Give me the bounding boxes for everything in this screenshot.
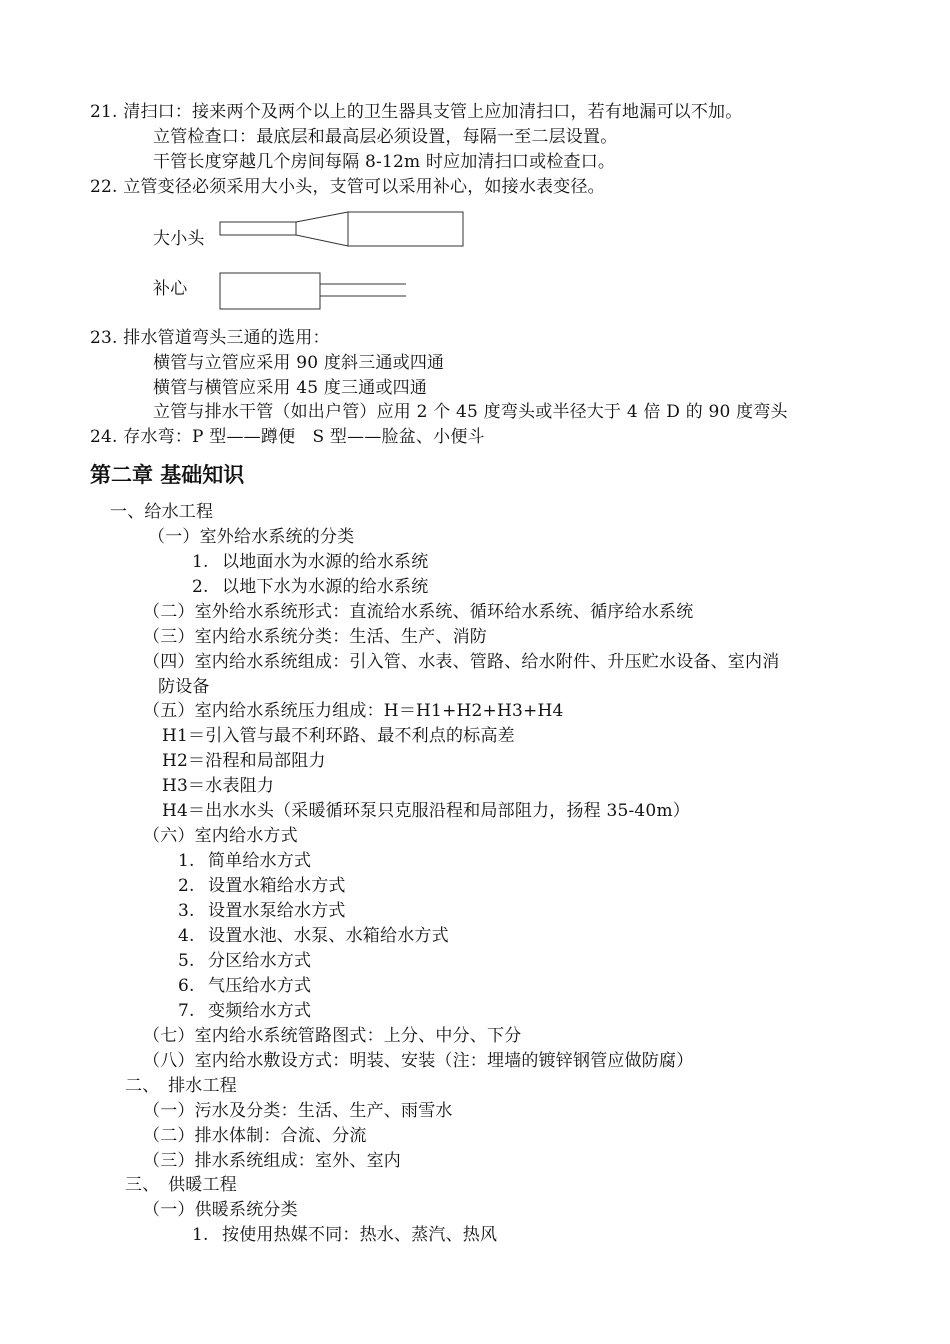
sub-pressure-composition: （五）室内给水系统压力组成：H＝H1+H2+H3+H4 xyxy=(143,701,564,721)
sub-indoor-methods: （六）室内给水方式 xyxy=(143,826,298,846)
list-item: 6. 气压给水方式 xyxy=(178,976,312,996)
list-item: 2. 设置水箱给水方式 xyxy=(178,876,346,896)
list-item: 4. 设置水池、水泵、水箱给水方式 xyxy=(178,926,449,946)
bushing-diagram xyxy=(215,270,410,312)
sub-sewage-classification: （一）污水及分类：生活、生产、雨雪水 xyxy=(143,1101,453,1121)
sub-heating-classification: （一）供暖系统分类 xyxy=(143,1200,298,1220)
sub-pipe-layout: （七）室内给水系统管路图式：上分、中分、下分 xyxy=(143,1026,522,1046)
list-item: 5. 分区给水方式 xyxy=(178,951,312,971)
h4-definition: H4＝出水水头（采暖循环泵只克服沿程和局部阻力，扬程 35-40m） xyxy=(162,801,690,821)
list-item: 7. 变频给水方式 xyxy=(178,1001,312,1021)
sub-indoor-classification: （三）室内给水系统分类：生活、生产、消防 xyxy=(143,627,487,647)
item-22-reducer: 22. 立管变径必须采用大小头，支管可以采用补心，如接水表变径。 xyxy=(90,177,605,197)
list-item: 1. 按使用热媒不同：热水、蒸汽、热风 xyxy=(192,1225,498,1245)
bushing-label: 补心 xyxy=(153,279,188,299)
horizontal-horizontal-fitting: 横管与横管应采用 45 度三通或四通 xyxy=(153,378,428,398)
item-24-trap: 24. 存水弯：P 型——蹲便 S 型——脸盆、小便斗 xyxy=(90,427,485,447)
sub-indoor-composition: （四）室内给水系统组成：引入管、水表、管路、给水附件、升压贮水设备、室内消 xyxy=(143,652,780,672)
h1-definition: H1＝引入管与最不利环路、最不利点的标高差 xyxy=(162,726,515,746)
list-item: 3. 设置水泵给水方式 xyxy=(178,901,346,921)
list-item: 1. 以地面水为水源的给水系统 xyxy=(192,552,429,572)
sub-outdoor-form: （二）室外给水系统形式：直流给水系统、循环给水系统、循序给水系统 xyxy=(143,602,694,622)
sub-drainage-system: （二）排水体制：合流、分流 xyxy=(143,1126,367,1146)
sub-outdoor-classification: （一）室外给水系统的分类 xyxy=(148,527,355,547)
reducer-diagram xyxy=(215,208,467,253)
horizontal-vertical-fitting: 横管与立管应采用 90 度斜三通或四通 xyxy=(153,353,445,373)
section-drainage: 二、 排水工程 xyxy=(125,1076,237,1096)
sub-indoor-composition-cont: 防设备 xyxy=(158,677,210,697)
riser-main-fitting: 立管与排水干管（如出户管）应用 2 个 45 度弯头或半径大于 4 倍 D 的 90 度弯头 xyxy=(153,402,788,422)
h3-definition: H3＝水表阻力 xyxy=(162,776,275,796)
list-item: 1. 简单给水方式 xyxy=(178,851,312,871)
section-heating: 三、 供暖工程 xyxy=(125,1175,237,1195)
reducer-label: 大小头 xyxy=(153,229,205,249)
section-water-supply: 一、给水工程 xyxy=(110,502,214,522)
item-21-cleanout: 21. 清扫口：接来两个及两个以上的卫生器具支管上应加清扫口，若有地漏可以不加。 xyxy=(90,102,743,122)
riser-inspection-line: 立管检查口：最底层和最高层必须设置，每隔一至二层设置。 xyxy=(153,127,618,147)
sub-drainage-composition: （三）排水系统组成：室外、室内 xyxy=(143,1151,401,1171)
list-item: 2. 以地下水为水源的给水系统 xyxy=(192,577,429,597)
h2-definition: H2＝沿程和局部阻力 xyxy=(162,751,326,771)
chapter-title: 第二章 基础知识 xyxy=(90,463,245,487)
sub-laying-method: （八）室内给水敷设方式：明装、安装（注：埋墙的镀锌钢管应做防腐） xyxy=(143,1051,694,1071)
main-pipe-length-line: 干管长度穿越几个房间每隔 8-12m 时应加清扫口或检查口。 xyxy=(153,152,616,172)
item-23-fittings: 23. 排水管道弯头三通的选用： xyxy=(90,328,330,348)
